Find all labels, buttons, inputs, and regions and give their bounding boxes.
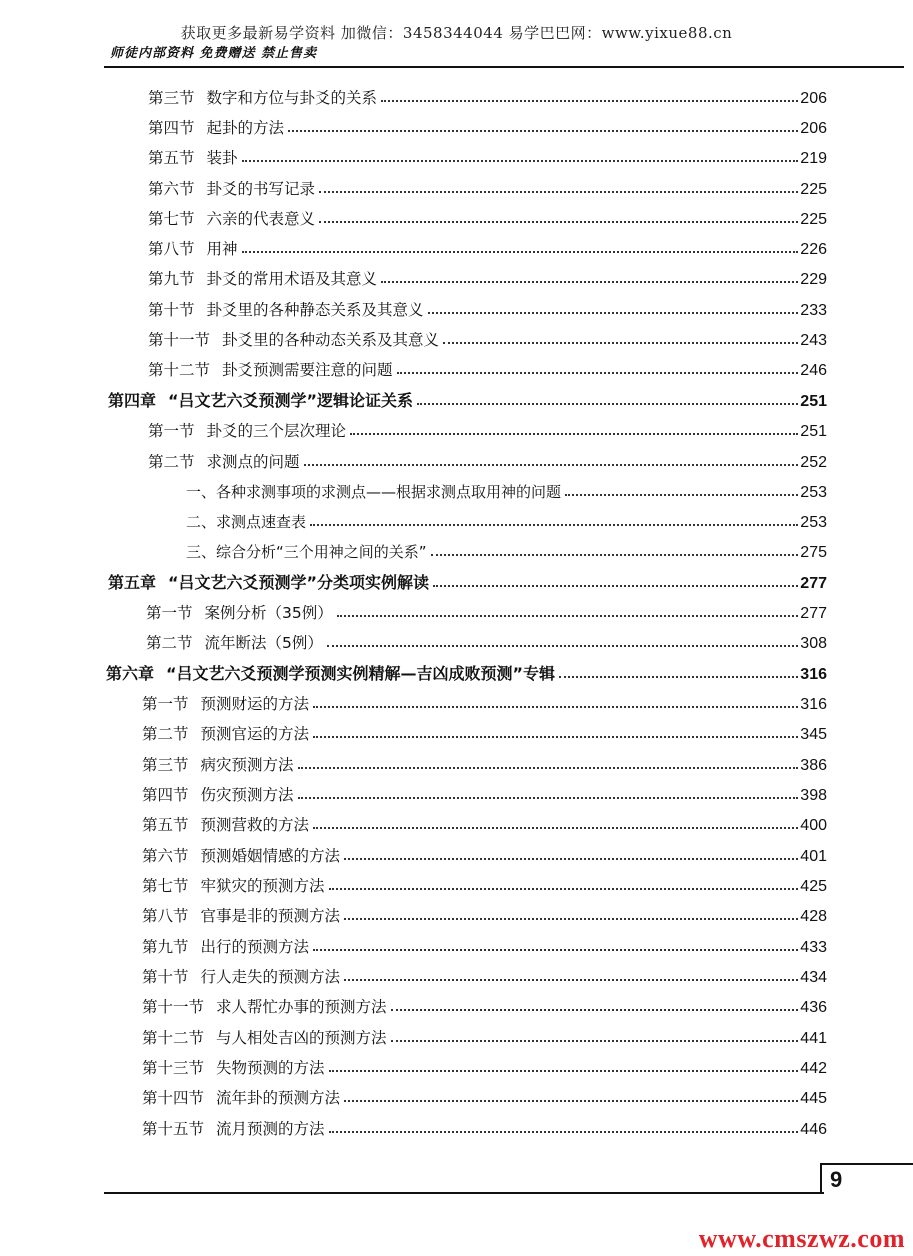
toc-entry-title: 卦爻的三个层次理论 (206, 422, 347, 440)
toc-entry-number: 第八节 (148, 240, 195, 258)
toc-entry-page: 398 (800, 787, 827, 804)
toc-entry-title: 卦爻预测需要注意的问题 (222, 361, 393, 379)
toc-subentry[interactable] (186, 478, 827, 502)
dot-leader (329, 1070, 799, 1072)
toc-entry-title: 病灾预测方法 (200, 756, 294, 774)
toc-entry-page: 441 (800, 1030, 827, 1047)
toc-entry-number: 第九节 (148, 270, 195, 288)
toc-entry-number: 第十三节 (142, 1059, 205, 1077)
dot-leader (327, 645, 798, 647)
toc-entry[interactable] (142, 933, 827, 957)
toc-entry-title: 求人帮忙办事的预测方法 (216, 998, 387, 1016)
page-number: 9 (820, 1163, 913, 1194)
toc-chapter-page: 316 (800, 666, 827, 683)
dot-leader (313, 706, 798, 708)
toc-entry[interactable] (142, 1084, 827, 1108)
toc-entry-page: 400 (800, 817, 827, 834)
watermark: www.cmszwz.com (698, 1224, 905, 1253)
toc-entry[interactable] (148, 144, 827, 168)
toc-entry-number: 第四节 (142, 786, 189, 804)
dot-leader (443, 342, 798, 344)
toc-entry-page: 206 (800, 90, 827, 107)
toc-entry-number: 第十二节 (142, 1029, 205, 1047)
dot-leader (298, 797, 799, 799)
toc-entry-title: 案例分析（35例） (204, 604, 333, 622)
toc-entry[interactable] (148, 417, 827, 441)
toc-entry-page: 436 (800, 999, 827, 1016)
toc-entry-page: 425 (800, 878, 827, 895)
dot-leader (397, 372, 799, 374)
dot-leader (381, 100, 798, 102)
header-divider (104, 66, 904, 68)
toc-entry-page: 206 (800, 120, 827, 137)
toc-entry[interactable] (142, 1115, 827, 1139)
toc-entry-number: 第三节 (142, 756, 189, 774)
toc-chapter-title: “吕文艺六爻预测学预测实例精解—吉凶成败预测”专辑 (166, 664, 556, 683)
toc-entry[interactable] (148, 84, 827, 108)
dot-leader (428, 312, 799, 314)
toc-entry-page: 445 (800, 1090, 827, 1107)
toc-subentry-title: 一、各种求测事项的求测点——根据求测点取用神的问题 (186, 483, 562, 501)
toc-entry-number: 第五节 (142, 816, 189, 834)
dot-leader (431, 554, 799, 556)
toc-entry[interactable] (142, 781, 827, 805)
toc-entry-page: 433 (800, 939, 827, 956)
toc-entry[interactable] (148, 175, 827, 199)
dot-leader (391, 1040, 799, 1042)
dot-leader (417, 403, 798, 405)
toc-entry-page: 229 (800, 271, 827, 288)
toc-entry-page: 253 (800, 484, 827, 501)
toc-entry-page: 226 (800, 241, 827, 258)
toc-entry-number: 第一节 (146, 604, 193, 622)
dot-leader (298, 767, 799, 769)
dot-leader (559, 676, 798, 678)
dot-leader (319, 191, 798, 193)
toc-entry[interactable] (146, 599, 827, 623)
toc-entry[interactable] (148, 114, 827, 138)
dot-leader (391, 1009, 799, 1011)
toc-entry-title: 数字和方位与卦爻的关系 (206, 89, 378, 107)
dot-leader (313, 736, 798, 738)
toc-chapter-number: 第五章 (108, 573, 157, 592)
toc-entry-number: 第十节 (142, 968, 189, 986)
toc-entry-number: 第九节 (142, 938, 189, 956)
toc-chapter-number: 第四章 (108, 391, 157, 410)
toc-entry-number: 第八节 (142, 907, 189, 925)
toc-entry-number: 第六节 (148, 180, 195, 198)
dot-leader (344, 979, 798, 981)
toc-entry-title: 预测财运的方法 (200, 695, 310, 713)
toc-entry-title: 流年卦的预测方法 (216, 1089, 341, 1107)
toc-chapter-entry[interactable] (106, 660, 827, 684)
toc-chapter-page: 277 (800, 575, 827, 592)
toc-subentry[interactable] (186, 508, 827, 532)
toc-entry[interactable] (142, 1024, 827, 1048)
toc-entry-title: 出行的预测方法 (200, 938, 310, 956)
toc-entry-number: 第一节 (142, 695, 189, 713)
toc-entry-title: 流年断法（5例） (204, 634, 323, 652)
toc-entry-number: 第六节 (142, 847, 189, 865)
toc-entry-title: 与人相处吉凶的预测方法 (216, 1029, 387, 1047)
toc-entry-title: 预测官运的方法 (200, 725, 310, 743)
toc-entry[interactable] (148, 265, 827, 289)
header-notice-line: 师徒内部资料 免费赠送 禁止售卖 (110, 46, 318, 61)
toc-entry[interactable] (142, 811, 827, 835)
footer-divider (104, 1192, 824, 1194)
toc-entry-number: 第十一节 (142, 998, 205, 1016)
toc-entry-page: 219 (800, 150, 827, 167)
toc-entry[interactable] (148, 235, 827, 259)
toc-entry[interactable] (142, 993, 827, 1017)
toc-entry-title: 六亲的代表意义 (206, 210, 316, 228)
toc-entry-title: 官事是非的预测方法 (200, 907, 341, 925)
dot-leader (288, 130, 798, 132)
toc-chapter-entry[interactable] (108, 387, 827, 411)
dot-leader (329, 888, 799, 890)
toc-entry-page: 252 (800, 454, 827, 471)
toc-chapter-title: “吕文艺六爻预测学”逻辑论证关系 (168, 391, 414, 410)
toc-entry-title: 起卦的方法 (206, 119, 285, 137)
dot-leader (565, 494, 798, 496)
toc-entry-number: 第七节 (142, 877, 189, 895)
toc-subentry-title: 二、求测点速查表 (186, 513, 307, 531)
dot-leader (242, 251, 799, 253)
toc-entry-title: 伤灾预测方法 (200, 786, 294, 804)
toc-entry-page: 345 (800, 726, 827, 743)
toc-entry-title: 卦爻的常用术语及其意义 (206, 270, 378, 288)
dot-leader (304, 464, 799, 466)
dot-leader (337, 615, 799, 617)
toc-entry[interactable] (142, 690, 827, 714)
toc-entry-title: 失物预测的方法 (216, 1059, 325, 1077)
toc-chapter-number: 第六章 (106, 664, 155, 683)
toc-entry-title: 卦爻里的各种动态关系及其意义 (222, 331, 440, 349)
toc-entry-number: 第一节 (148, 422, 195, 440)
toc-entry-page: 308 (800, 635, 827, 652)
dot-leader (329, 1131, 799, 1133)
toc-entry-number: 第二节 (142, 725, 189, 743)
toc-subentry-title: 三、综合分析“三个用神之间的关系” (186, 543, 427, 561)
toc-entry-number: 第十一节 (148, 331, 211, 349)
toc-entry-page: 442 (800, 1060, 827, 1077)
dot-leader (344, 858, 798, 860)
dot-leader (344, 1100, 798, 1102)
toc-entry[interactable] (146, 629, 827, 653)
toc-chapter-entry[interactable] (108, 569, 827, 593)
toc-entry[interactable] (148, 205, 827, 229)
toc-entry[interactable] (142, 720, 827, 744)
toc-entry[interactable] (142, 751, 827, 775)
dot-leader (313, 949, 798, 951)
dot-leader (313, 827, 798, 829)
header-source-line: 获取更多最新易学资料 加微信：3458344044 易学巴巴网：www.yixue88.cn (180, 24, 733, 42)
dot-leader (344, 918, 798, 920)
toc-chapter-title: “吕文艺六爻预测学”分类项实例解读 (168, 573, 430, 592)
toc-entry-title: 卦爻的书写记录 (206, 180, 316, 198)
toc-entry-title: 流月预测的方法 (216, 1120, 325, 1138)
toc-entry[interactable] (142, 842, 827, 866)
toc-entry-page: 251 (800, 423, 827, 440)
toc-entry-page: 434 (800, 969, 827, 986)
toc-entry-number: 第七节 (148, 210, 195, 228)
dot-leader (319, 221, 798, 223)
toc-entry-number: 第二节 (146, 634, 193, 652)
toc-entry-number: 第十四节 (142, 1089, 205, 1107)
toc-entry-title: 卦爻里的各种静态关系及其意义 (206, 301, 424, 319)
toc-entry-page: 225 (800, 211, 827, 228)
toc-entry-number: 第十五节 (142, 1120, 205, 1138)
toc-entry-page: 428 (800, 908, 827, 925)
toc-entry-page: 401 (800, 848, 827, 865)
toc-entry[interactable] (142, 902, 827, 926)
toc-entry-page: 233 (800, 302, 827, 319)
toc-entry-title: 预测营救的方法 (200, 816, 310, 834)
toc-entry-title: 用神 (206, 240, 238, 258)
toc-entry-number: 第五节 (148, 149, 195, 167)
toc-entry-page: 275 (800, 544, 827, 561)
dot-leader (381, 281, 798, 283)
toc-entry-number: 第四节 (148, 119, 195, 137)
toc-subentry[interactable] (186, 538, 827, 562)
toc-entry[interactable] (148, 326, 827, 350)
toc-entry[interactable] (142, 872, 827, 896)
toc-entry-page: 277 (800, 605, 827, 622)
toc-entry-page: 446 (800, 1121, 827, 1138)
toc-entry-page: 225 (800, 181, 827, 198)
toc-chapter-page: 251 (800, 393, 827, 410)
toc-entry[interactable] (148, 356, 827, 380)
toc-entry-title: 预测婚姻情感的方法 (200, 847, 341, 865)
toc-entry-title: 行人走失的预测方法 (200, 968, 341, 986)
toc-entry-number: 第二节 (148, 453, 195, 471)
toc-entry-page: 246 (800, 362, 827, 379)
toc-entry-page: 253 (800, 514, 827, 531)
toc-entry-page: 243 (800, 332, 827, 349)
dot-leader (350, 433, 798, 435)
toc-entry-number: 第十二节 (148, 361, 211, 379)
dot-leader (310, 524, 798, 526)
dot-leader (433, 585, 798, 587)
dot-leader (242, 160, 799, 162)
toc-entry[interactable] (148, 296, 827, 320)
toc-entry-page: 316 (800, 696, 827, 713)
toc-entry-number: 第十节 (148, 301, 195, 319)
toc-entry-title: 牢狱灾的预测方法 (200, 877, 325, 895)
toc-entry[interactable] (142, 1054, 827, 1078)
toc-entry-title: 装卦 (206, 149, 238, 167)
toc-entry-number: 第三节 (148, 89, 195, 107)
toc-entry[interactable] (148, 448, 827, 472)
toc-entry-page: 386 (800, 757, 827, 774)
toc-entry[interactable] (142, 963, 827, 987)
toc-entry-title: 求测点的问题 (206, 453, 300, 471)
